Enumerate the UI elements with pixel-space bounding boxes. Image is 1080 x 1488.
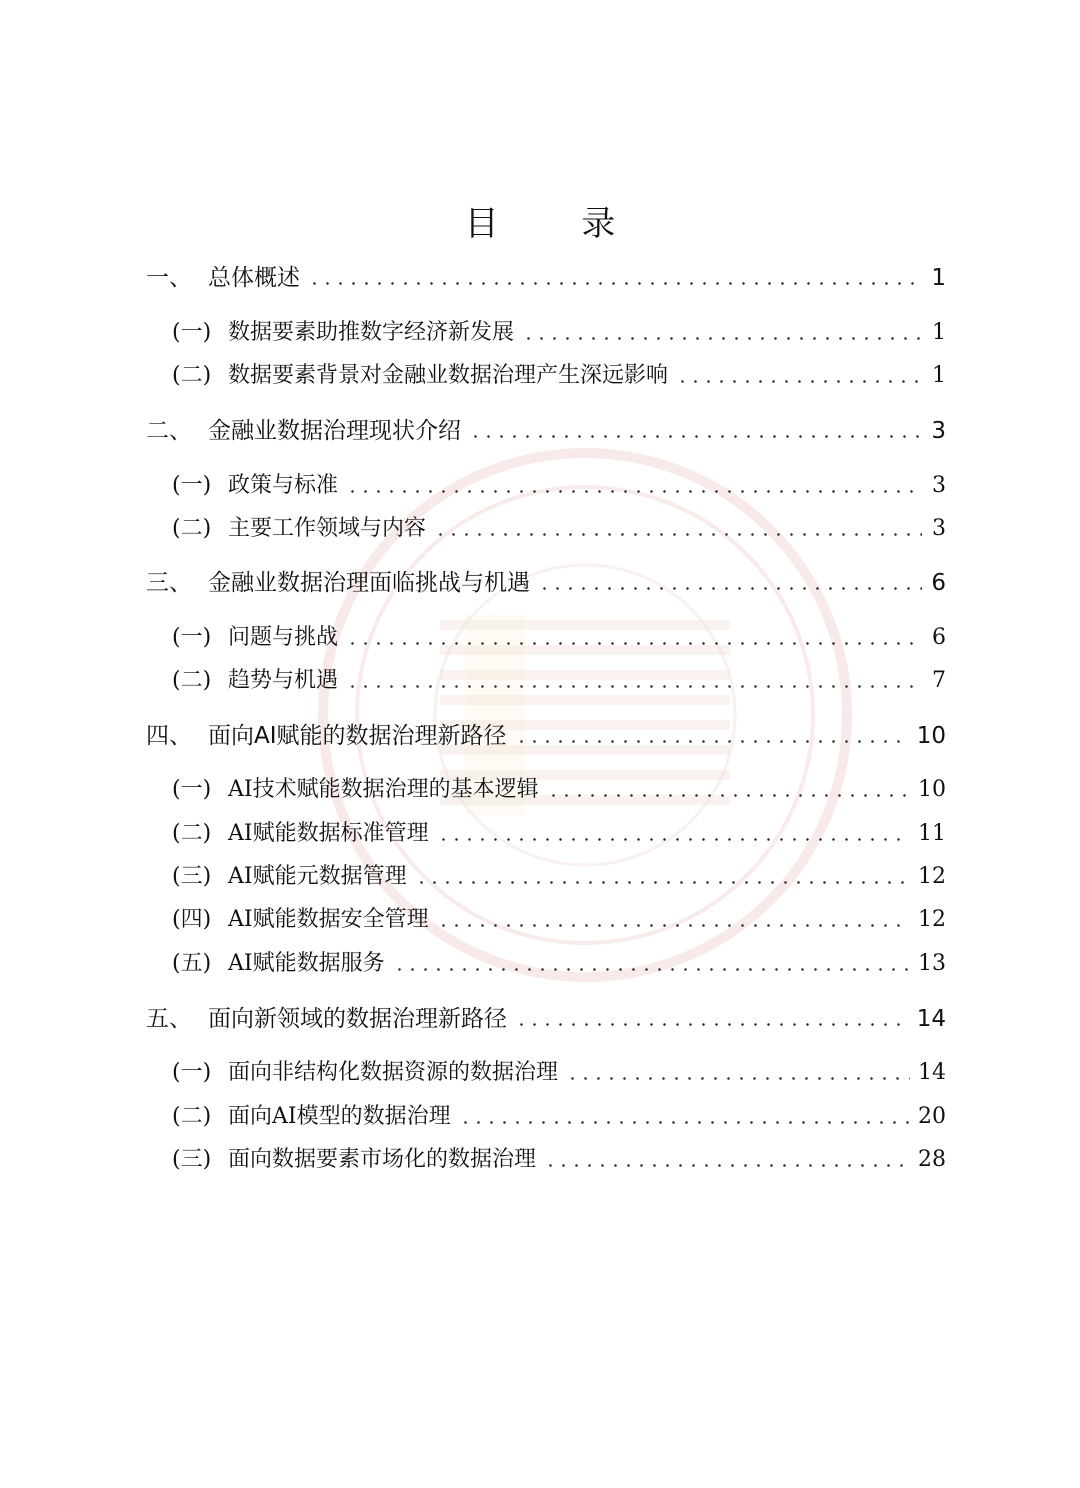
toc-entry-number: (三) xyxy=(172,864,212,889)
toc-entry-number: 一、 xyxy=(146,265,192,291)
dot-leader xyxy=(346,490,922,493)
toc-entry-number: (二) xyxy=(172,821,212,846)
toc-entry[interactable] xyxy=(146,568,946,598)
toc-entry-page: 14 xyxy=(916,1006,946,1032)
toc-entry[interactable] xyxy=(172,1102,946,1132)
toc-entry-page: 1 xyxy=(931,265,946,291)
toc-entry[interactable] xyxy=(146,263,946,293)
page-title: 目 录 xyxy=(464,204,652,244)
toc-entry-title: AI技术赋能数据治理的基本逻辑 xyxy=(228,777,539,802)
toc-entry[interactable] xyxy=(172,361,946,391)
toc-entry[interactable] xyxy=(172,949,946,979)
dot-leader xyxy=(346,642,922,645)
toc-entry[interactable] xyxy=(172,666,946,696)
toc-entry-title: AI赋能元数据管理 xyxy=(228,864,407,889)
toc-entry-page: 11 xyxy=(918,821,946,846)
toc-entry-page: 13 xyxy=(918,951,946,976)
toc-entry-number: (二) xyxy=(172,668,212,693)
toc-entry[interactable] xyxy=(172,775,946,805)
toc-entry-title: 主要工作领域与内容 xyxy=(228,516,427,541)
toc-entry-title: 面向非结构化数据资源的数据治理 xyxy=(228,1060,559,1085)
toc-entry-page: 3 xyxy=(932,516,946,541)
dot-leader xyxy=(308,282,922,285)
toc-entry[interactable] xyxy=(146,1004,946,1034)
toc-entry-number: 三、 xyxy=(146,570,192,596)
toc-entry-title: 数据要素助推数字经济新发展 xyxy=(228,320,515,345)
toc-entry-title: 金融业数据治理现状介绍 xyxy=(208,418,461,444)
toc-entry-title: 面向新领域的数据治理新路径 xyxy=(208,1006,507,1032)
dot-leader xyxy=(515,740,909,743)
toc-entry-title: AI赋能数据服务 xyxy=(228,951,385,976)
toc-entry-number: (一) xyxy=(172,320,212,345)
toc-entry-number: (二) xyxy=(172,1104,212,1129)
dot-leader xyxy=(437,838,910,841)
toc-entry-number: (二) xyxy=(172,516,212,541)
toc-entry-title: AI赋能数据安全管理 xyxy=(228,907,429,932)
toc-entry-page: 10 xyxy=(916,723,946,749)
toc-entry[interactable] xyxy=(146,416,946,446)
toc-entry-number: 二、 xyxy=(146,418,192,444)
toc-entry-page: 28 xyxy=(918,1147,946,1172)
toc-entry-number: (四) xyxy=(172,907,212,932)
dot-leader xyxy=(459,1121,910,1124)
toc-entry-title: 总体概述 xyxy=(208,265,300,291)
dot-leader xyxy=(515,1023,909,1026)
toc-entry-title: 金融业数据治理面临挑战与机遇 xyxy=(208,570,530,596)
toc-entry-number: (一) xyxy=(172,1060,212,1085)
toc-entry-number: 四、 xyxy=(146,723,192,749)
toc-entry-page: 10 xyxy=(918,777,946,802)
toc-entry[interactable] xyxy=(172,471,946,501)
toc-entry-page: 12 xyxy=(918,907,946,932)
dot-leader xyxy=(393,968,910,971)
toc-entry[interactable] xyxy=(172,318,946,348)
toc-entry-page: 3 xyxy=(931,418,946,444)
toc-entry-number: (一) xyxy=(172,473,212,498)
toc-entry-page: 7 xyxy=(932,668,946,693)
toc-entry-number: (一) xyxy=(172,625,212,650)
dot-leader xyxy=(676,380,922,383)
dot-leader xyxy=(415,881,910,884)
toc-entry[interactable] xyxy=(172,514,946,544)
dot-leader xyxy=(538,587,922,590)
toc-entry-title: 面向AI模型的数据治理 xyxy=(228,1104,451,1129)
toc-entry-number: (一) xyxy=(172,777,212,802)
toc-entry[interactable] xyxy=(172,819,946,849)
toc-entry-page: 1 xyxy=(932,363,946,388)
toc-entry-title: 面向AI赋能的数据治理新路径 xyxy=(208,723,507,749)
toc-entry-number: (五) xyxy=(172,951,212,976)
dot-leader xyxy=(437,924,910,927)
toc-entry[interactable] xyxy=(146,721,946,751)
toc-entry-page: 6 xyxy=(931,570,946,596)
toc-entry-page: 1 xyxy=(932,320,946,345)
toc-entry[interactable] xyxy=(172,862,946,892)
toc-entry-title: 问题与挑战 xyxy=(228,625,339,650)
dot-leader xyxy=(544,1164,910,1167)
toc-entry[interactable] xyxy=(172,1145,946,1175)
toc-entry-page: 3 xyxy=(932,473,946,498)
toc-entry-title: 面向数据要素市场化的数据治理 xyxy=(228,1147,537,1172)
toc-entry-page: 6 xyxy=(932,625,946,650)
dot-leader xyxy=(434,533,922,536)
toc-entry[interactable] xyxy=(172,905,946,935)
toc-entry-number: (三) xyxy=(172,1147,212,1172)
dot-leader xyxy=(522,337,922,340)
toc-entry-number: (二) xyxy=(172,363,212,388)
toc-entry-number: 五、 xyxy=(146,1006,192,1032)
toc-entry[interactable] xyxy=(172,623,946,653)
toc-entry-page: 20 xyxy=(918,1104,946,1129)
dot-leader xyxy=(469,435,922,438)
toc-entry-title: 数据要素背景对金融业数据治理产生深远影响 xyxy=(228,363,669,388)
toc-entry-title: 趋势与机遇 xyxy=(228,668,339,693)
toc-entry[interactable] xyxy=(172,1058,946,1088)
toc-entry-title: AI赋能数据标准管理 xyxy=(228,821,429,846)
dot-leader xyxy=(346,685,922,688)
dot-leader xyxy=(566,1077,910,1080)
toc-entry-page: 14 xyxy=(918,1060,946,1085)
toc-entry-title: 政策与标准 xyxy=(228,473,339,498)
toc-entry-page: 12 xyxy=(918,864,946,889)
dot-leader xyxy=(547,794,910,797)
